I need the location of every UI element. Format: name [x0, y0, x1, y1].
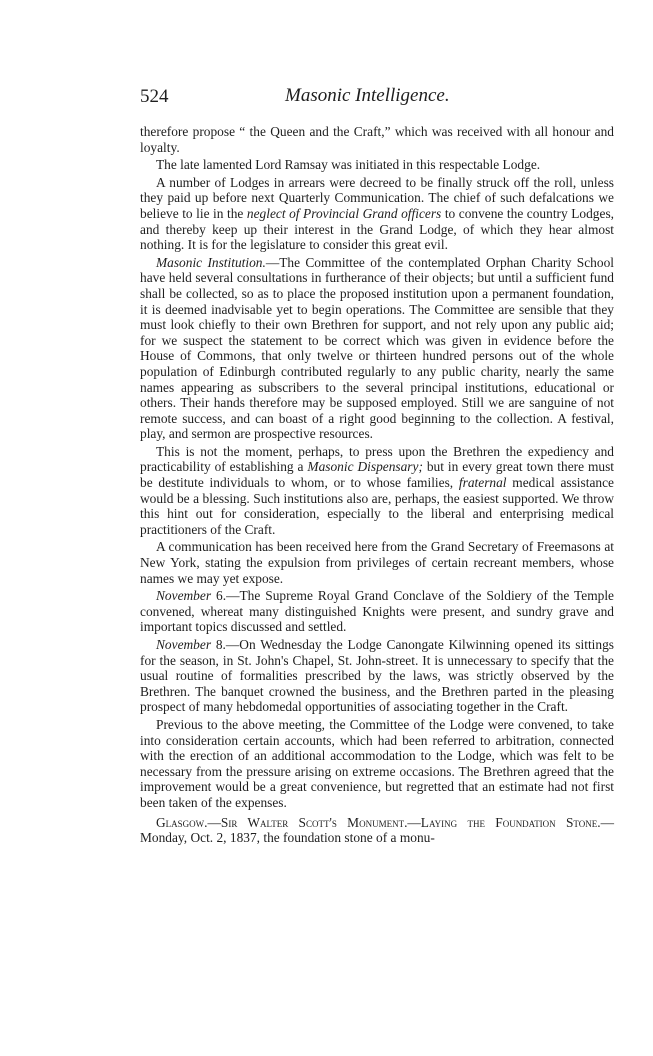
paragraph-lord-ramsay: [140, 157, 614, 173]
paragraph-text: This is not the moment, perhaps, to press upon the Brethren the expediency and practicability of establishing a: [140, 443, 614, 475]
date-lead: November: [156, 637, 212, 652]
paragraph-new-york: [140, 539, 614, 586]
paragraph-text: —The Committee of the contemplated Orphan Charity School have held several consultations in furtherance of their objects; but until a sufficient fund shall be collected, so as to place the proposed institution upon a permanent foundation, it is deemed inadvisable yet to begin operations. The Committee are sensible that they must look chiefly to their own Brethren for support, and not rely upon any public aid; for we suspect the statement to be correct which was given in evidence before the House of Commons, that only twelve or thirteen hundred persons out of the whole population of Edinburgh contributed regularly to any public charity, nearly the same names appearing as subscribers to the several principal institutions, educational or others. Their hands therefore may be supposed employed. Still we are sanguine of not remote success, and can boast of a right good beginning to the collection. A festival, play, and sermon are prospective resources.: [140, 254, 614, 442]
paragraph-november-6: [140, 588, 614, 635]
paragraph-arrears: [140, 175, 614, 253]
emphasis-text: fraternal: [458, 475, 507, 491]
paragraph-text: 6.—The Supreme Royal Grand Conclave of the Soldiery of the Temple convened, whereat many distinguished Knights were present, and sundry grave and important topics discussed and settled.: [140, 588, 614, 635]
page-header: [140, 86, 610, 110]
section-lead: Masonic Institution.: [156, 254, 266, 270]
paragraph-text: 8.—On Wednesday the Lodge Canongate Kilwinning opened its sittings for the season, in St. John's Chapel, St. John-street. It is unnecessary to specify that the usual routine of formalities prescribed by the laws, was strictly observed by the Brethren. The banquet crowned the business, and the Brethren parted in the pleasing prospect of many hebdomedal opportunities of associating together in the Craft.: [140, 637, 614, 715]
emphasis-text: Masonic Dispensary;: [307, 459, 423, 475]
running-title: Masonic Intelligence.: [285, 85, 450, 106]
paragraph-text: —Monday, Oct. 2, 1837, the foundation stone of a monu-: [140, 814, 614, 846]
article-body: [140, 124, 614, 848]
page-number: 524: [140, 86, 169, 107]
emphasis-text: neglect of Provincial Grand officers: [246, 205, 442, 221]
paragraph-glasgow: [140, 815, 614, 846]
paragraph-committee: [140, 717, 614, 811]
paragraph-text: A communication has been received here from the Grand Secretary of Freemasons at New York, stating the expulsion from privileges of certain recreant members, whose names we may yet expose.: [140, 539, 614, 586]
paragraph-text: Previous to the above meeting, the Committee of the Lodge were convened, to take into consideration certain accounts, which had been referred to arbitration, connected with the erection of an additional accommodation to the Lodge, which was felt to be necessary from the pressure arising on extreme occasions. The Brethren agreed that the improvement would be a great convenience, but regretted that an estimate had not first been taken of the expenses.: [140, 716, 614, 810]
section-heading: Glasgow.—Sir Walter Scott's Monument.—Laying the Foundation Stone.: [156, 814, 601, 830]
paragraph-november-8: [140, 637, 614, 715]
date-lead: November: [156, 588, 212, 604]
paragraph-toast: [140, 124, 614, 155]
paragraph-text: but in every great town there must be destitute individuals to whom, or to whose families,: [140, 459, 615, 491]
paragraph-text: medical assistance would be a blessing. Such institutions also are, perhaps, the easiest supported. We throw this hint out for consideration, especially to the liberal and enterprising medical practitioners of the Craft.: [140, 475, 614, 537]
paragraph-masonic-institution: [140, 255, 614, 442]
paragraph-text: The late lamented Lord Ramsay was initiated in this respectable Lodge.: [156, 157, 541, 173]
paragraph-text: A number of Lodges in arrears were decreed to be finally struck off the roll, unless they paid up before next Quarterly Communication. The chief of such defalcations we believe to lie in the: [140, 174, 614, 221]
paragraph-text: therefore propose “ the Queen and the Craft,” which was received with all honour and loyalty.: [140, 124, 614, 155]
paragraph-dispensary: [140, 444, 614, 538]
paragraph-text: to convene the country Lodges, and thereby keep up their interest in the Grand Lodge, of which they hear almost nothing. It is for the legislature to consider this great evil.: [140, 205, 614, 253]
